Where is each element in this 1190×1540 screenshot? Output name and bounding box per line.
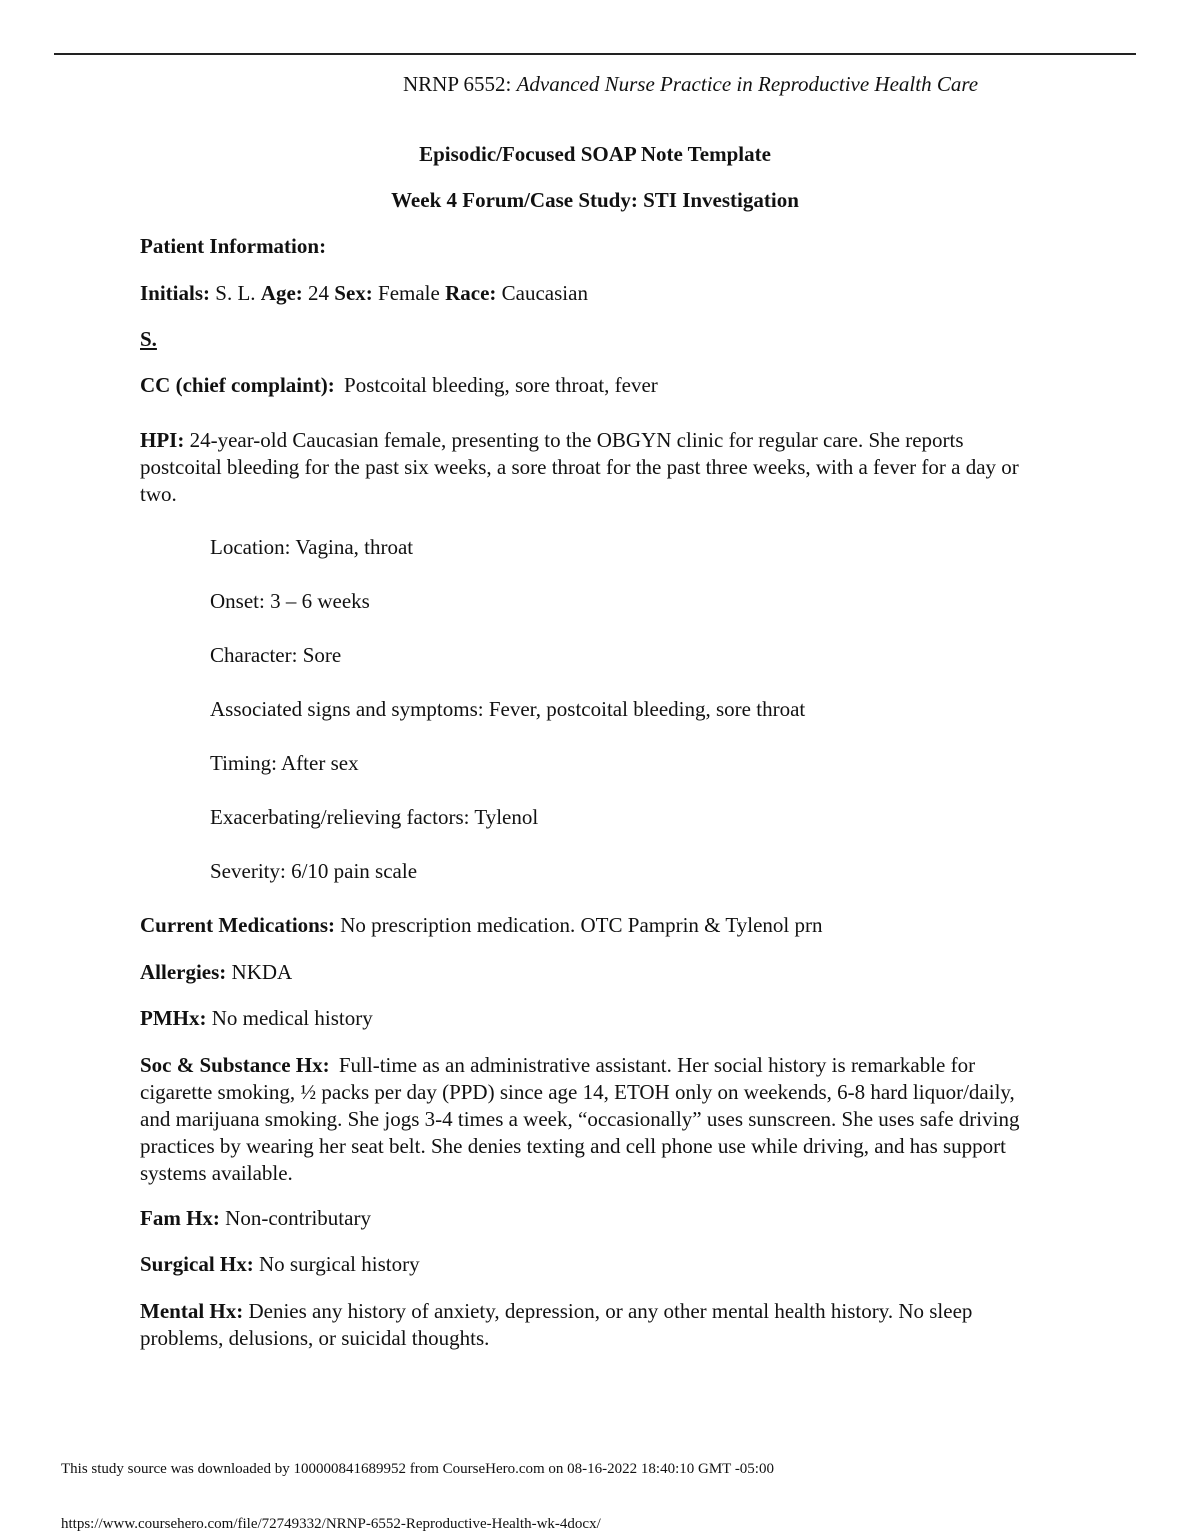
age-label: Age: (260, 281, 303, 305)
mental-label: Mental Hx: (140, 1299, 244, 1323)
race-value: Caucasian (501, 281, 588, 305)
surg-label: Surgical Hx: (140, 1252, 254, 1276)
sex-label: Sex: (334, 281, 373, 305)
course-title: Advanced Nurse Practice in Reproductive Health Care (516, 72, 979, 96)
template-title: Episodic/Focused SOAP Note Template (419, 142, 771, 166)
surgical-history (140, 1252, 420, 1277)
source-url[interactable]: https://www.coursehero.com/file/72749332/NRNP-6552-Reproductive-Health-wk-4docx/ (61, 1516, 601, 1532)
hpi-location: Location: Vagina, throat (210, 535, 414, 559)
soc-label: Soc & Substance Hx: (140, 1053, 330, 1077)
fam-value: Non-contributary (225, 1206, 371, 1230)
meds-value: No prescription medication. OTC Pamprin & Tylenol prn (340, 913, 823, 937)
allergies (140, 960, 292, 985)
race-label: Race: (445, 281, 497, 305)
header-rule (54, 53, 1136, 55)
hpi-label: HPI: (140, 428, 185, 452)
allergies-value: NKDA (231, 960, 293, 984)
cc-value: Postcoital bleeding, sore throat, fever (344, 373, 658, 397)
soc-value: Full-time as an administrative assistant. Her social history is remarkable for cigarette smoking, ½ packs per day (PPD) since age 14, ETOH only on weekends, 6-8 hard liquor/daily, and marijuana smoking. She jogs 3-4 times a week, “occasionally” uses sunscreen. She uses safe driving practices by wearing her seat belt. She denies texting and cell phone use while driving, and has support systems available. (140, 1053, 1020, 1185)
pmhx-value: No medical history (211, 1006, 373, 1030)
fam-label: Fam Hx: (140, 1206, 220, 1230)
mental-history (140, 1298, 1045, 1352)
current-medications (140, 913, 822, 938)
mental-value: Denies any history of anxiety, depression, or any other mental health history. No sleep problems, delusions, or suicidal thoughts. (140, 1299, 973, 1350)
sex-value: Female (378, 281, 440, 305)
patient-demographics (140, 281, 588, 306)
cc-label: CC (chief complaint): (140, 373, 335, 397)
course-header (403, 72, 978, 97)
source-footer: This study source was downloaded by 100000841689952 from CourseHero.com on 08-16-2022 18:40:10 GMT -05:00 (61, 1461, 774, 1477)
patient-info-heading: Patient Information: (140, 234, 327, 258)
family-history (140, 1206, 371, 1231)
case-title: Week 4 Forum/Case Study: STI Investigation (391, 188, 799, 212)
subjective-heading: S. (140, 327, 157, 351)
social-history (140, 1052, 1045, 1187)
hpi-associated-symptoms: Associated signs and symptoms: Fever, postcoital bleeding, sore throat (210, 697, 806, 721)
initials-value: S. L. (215, 281, 256, 305)
initials-label: Initials: (140, 281, 211, 305)
pmhx-label: PMHx: (140, 1006, 207, 1030)
hpi-timing: Timing: After sex (210, 751, 359, 775)
allergies-label: Allergies: (140, 960, 227, 984)
course-code: NRNP 6552: (403, 72, 512, 96)
hpi-character: Character: Sore (210, 643, 342, 667)
age-value: 24 (308, 281, 330, 305)
hpi-severity: Severity: 6/10 pain scale (210, 859, 418, 883)
hpi-factors: Exacerbating/relieving factors: Tylenol (210, 805, 539, 829)
hpi-value: 24-year-old Caucasian female, presenting to the OBGYN clinic for regular care. She reports postcoital bleeding for the past six weeks, a sore throat for the past three weeks, with a fever for a day or two. (140, 428, 1019, 506)
chief-complaint (140, 373, 658, 398)
surg-value: No surgical history (259, 1252, 420, 1276)
hpi-onset: Onset: 3 – 6 weeks (210, 589, 370, 613)
meds-label: Current Medications: (140, 913, 335, 937)
hpi (140, 427, 1045, 508)
pmhx (140, 1006, 373, 1031)
